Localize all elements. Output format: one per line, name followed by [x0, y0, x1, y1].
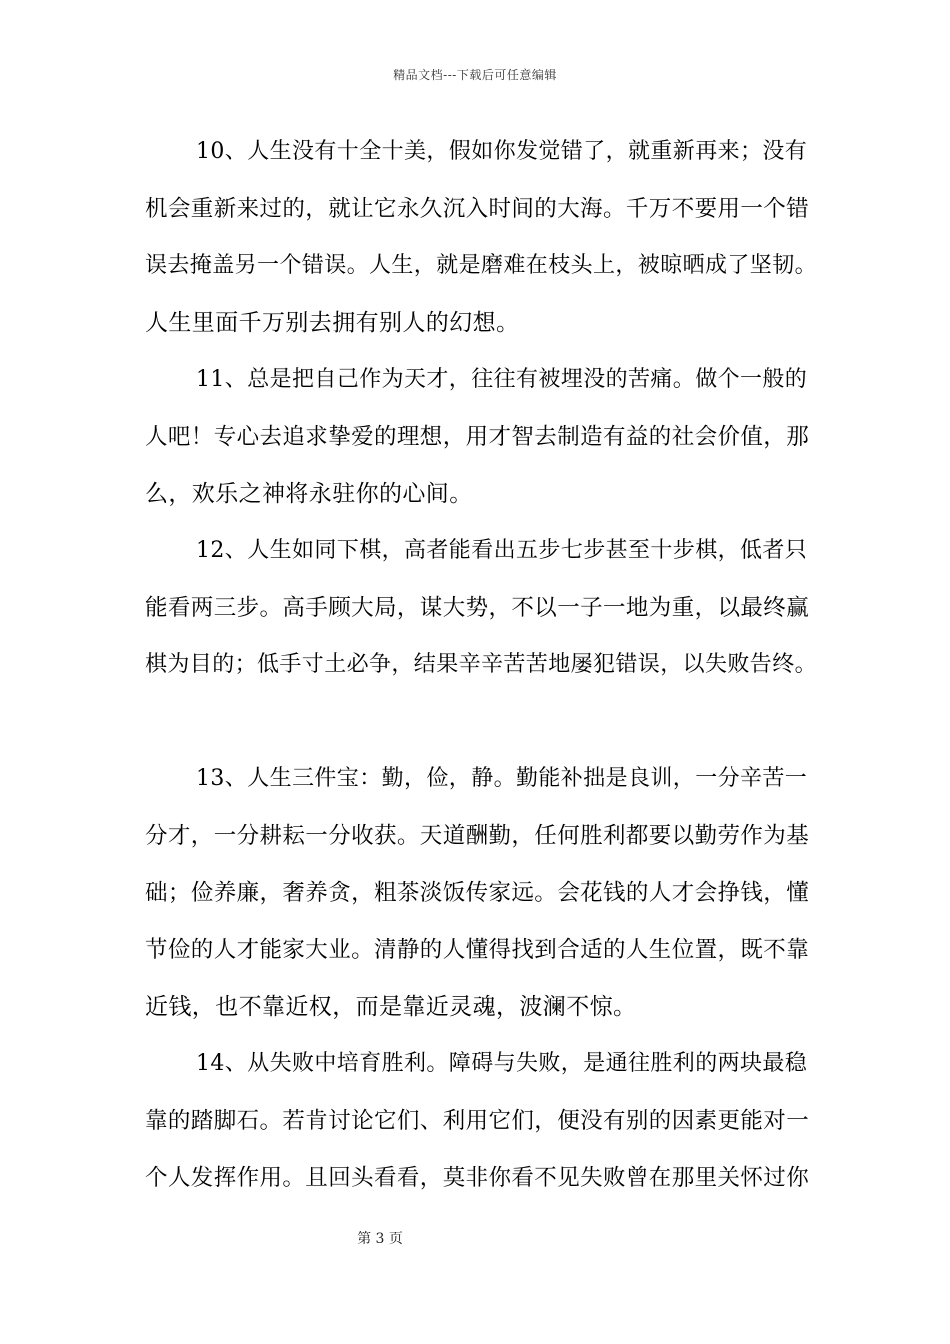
- paragraph-14-line-2: 靠的踏脚石。若肯讨论它们、利用它们，便没有别的因素更能对一: [145, 1108, 810, 1134]
- paragraph-12-line-1: 12、人生如同下棋，高者能看出五步七步甚至十步棋，低者只: [196, 538, 808, 563]
- paragraph-14-line-1: 14、从失败中培育胜利。障碍与失败，是通往胜利的两块最稳: [196, 1051, 808, 1076]
- paragraph-10-line-4: 人生里面千万别去拥有别人的幻想。: [145, 310, 520, 336]
- page-number: 第 3 页: [357, 1231, 403, 1247]
- paragraph-14-line-3: 个人发挥作用。且回头看看，莫非你看不见失败曾在那里关怀过你: [145, 1165, 810, 1191]
- paragraph-10-line-3: 误去掩盖另一个错误。人生，就是磨难在枝头上，被晾晒成了坚韧。: [145, 253, 818, 278]
- page-header: 精品文档---下载后可任意编辑: [393, 68, 557, 82]
- paragraph-13-line-2: 分才，一分耕耘一分收获。天道酬勤，任何胜利都要以勤劳作为基: [145, 823, 810, 849]
- paragraph-13-line-5: 近钱，也不靠近权，而是靠近灵魂，波澜不惊。: [145, 994, 637, 1020]
- paragraph-11-line-2: 人吧！专心去追求挚爱的理想，用才智去制造有益的社会价值，那: [145, 424, 810, 450]
- paragraph-12-line-2: 能看两三步。高手顾大局，谋大势，不以一子一地为重，以最终赢: [145, 595, 810, 621]
- paragraph-11-line-3: 么，欢乐之神将永驻你的心间。: [145, 481, 473, 507]
- paragraph-10-line-2: 机会重新来过的，就让它永久沉入时间的大海。千万不要用一个错: [145, 196, 810, 222]
- paragraph-11-line-1: 11、总是把自己作为天才，往往有被埋没的苦痛。做个一般的: [196, 367, 808, 392]
- paragraph-13-line-4: 节俭的人才能家大业。清静的人懂得找到合适的人生位置，既不靠: [145, 937, 810, 963]
- paragraph-13-line-1: 13、人生三件宝：勤，俭，静。勤能补拙是良训，一分辛苦一: [196, 766, 808, 791]
- paragraph-12-line-3: 棋为目的；低手寸土必争，结果辛辛苦苦地屡犯错误，以失败告终。: [145, 652, 818, 677]
- paragraph-10-line-1: 10、人生没有十全十美，假如你发觉错了，就重新再来；没有: [196, 139, 808, 164]
- paragraph-13-line-3: 础；俭养廉，奢养贪，粗茶淡饭传家远。会花钱的人才会挣钱，懂: [145, 880, 810, 906]
